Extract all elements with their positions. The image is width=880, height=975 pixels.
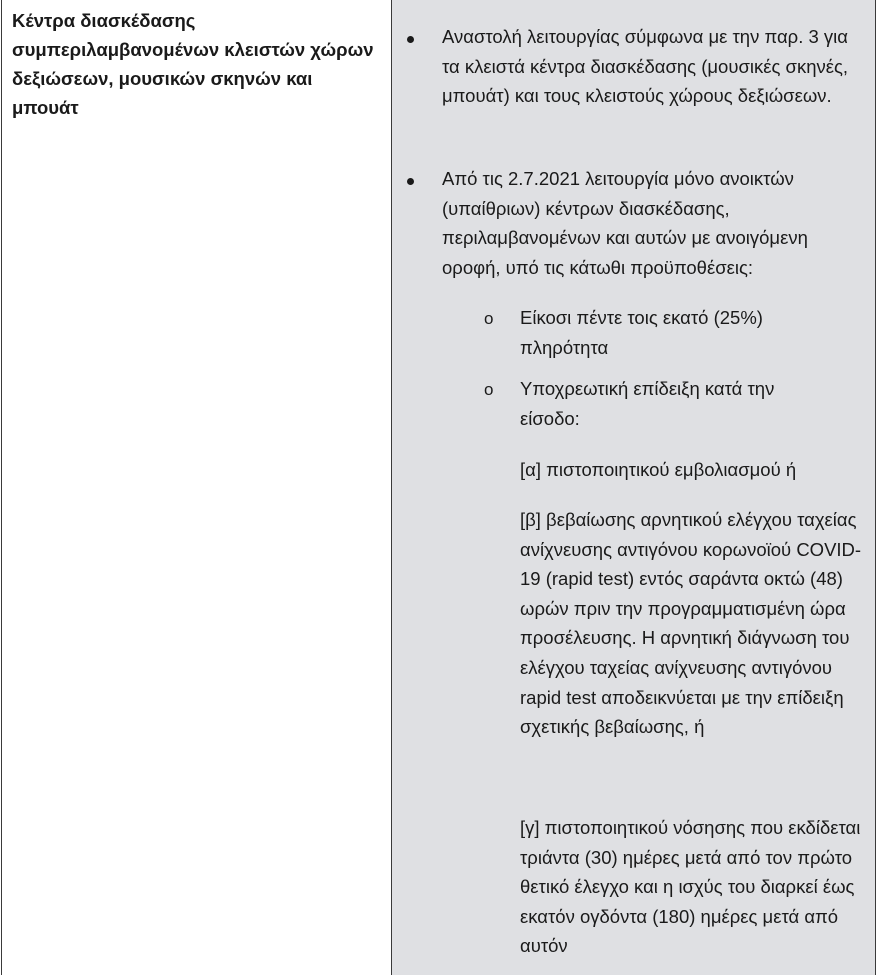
venue-category-title: Κέντρα διασκέδασης συμπεριλαμβανομένων κλειστών χώρων δεξιώσεων, μουσικών σκηνών και μπουάτ <box>12 10 374 118</box>
sub-1-marker-icon: o <box>484 309 494 328</box>
sub-item-2: Υποχρεωτική επίδειξη κατά την είσοδο: <box>520 378 775 429</box>
requirement-c: [γ] πιστοποιητικού νόσησης που εκδίδεται τριάντα (30) ημέρες μετά από τον πρώτο θετικό έλεγχο και η ισχύς του διαρκεί έως εκατόν ογδόντα (180) ημέρες μετά από αυτόν <box>520 817 861 957</box>
measure-bullet-2: Από τις 2.7.2021 λειτουργία μόνο ανοικτών (υπαίθριων) κέντρων διασκέδασης, περιλαμβανομένων και αυτών με ανοιγόμενη οροφή, υπό τις κάτωθι προϋποθέσεις: <box>442 168 808 278</box>
sub-item-1: Είκοσι πέντε τοις εκατό (25%) πληρότητα <box>520 307 763 358</box>
bullet-1-icon <box>407 36 414 43</box>
sub-2-marker-icon: o <box>484 380 494 399</box>
venue-category-cell <box>2 0 392 975</box>
bullet-2-icon <box>407 178 414 185</box>
requirement-a: [α] πιστοποιητικού εμβολιασμού ή <box>520 459 797 480</box>
measure-bullet-1: Αναστολή λειτουργίας σύμφωνα με την παρ. 3 για τα κλειστά κέντρα διασκέδασης (μουσικές σκηνές, μπουάτ) και τους κλειστούς χώρους δεξιώσεων. <box>442 26 849 107</box>
measures-cell <box>392 0 875 975</box>
regulation-table <box>1 0 876 975</box>
requirement-b: [β] βεβαίωσης αρνητικού ελέγχου ταχείας ανίχνευσης αντιγόνου κορωνοϊού COVID-19 (rapid test) εντός σαράντα οκτώ (48) ωρών πριν την προγραμματισμένη ώρα προσέλευσης. Η αρνητική διάγνωση του ελέγχου ταχείας ανίχνευσης αντιγόνου rapid test αποδεικνύεται με την επίδειξη σχετικής βεβαίωσης, ή <box>520 509 862 738</box>
